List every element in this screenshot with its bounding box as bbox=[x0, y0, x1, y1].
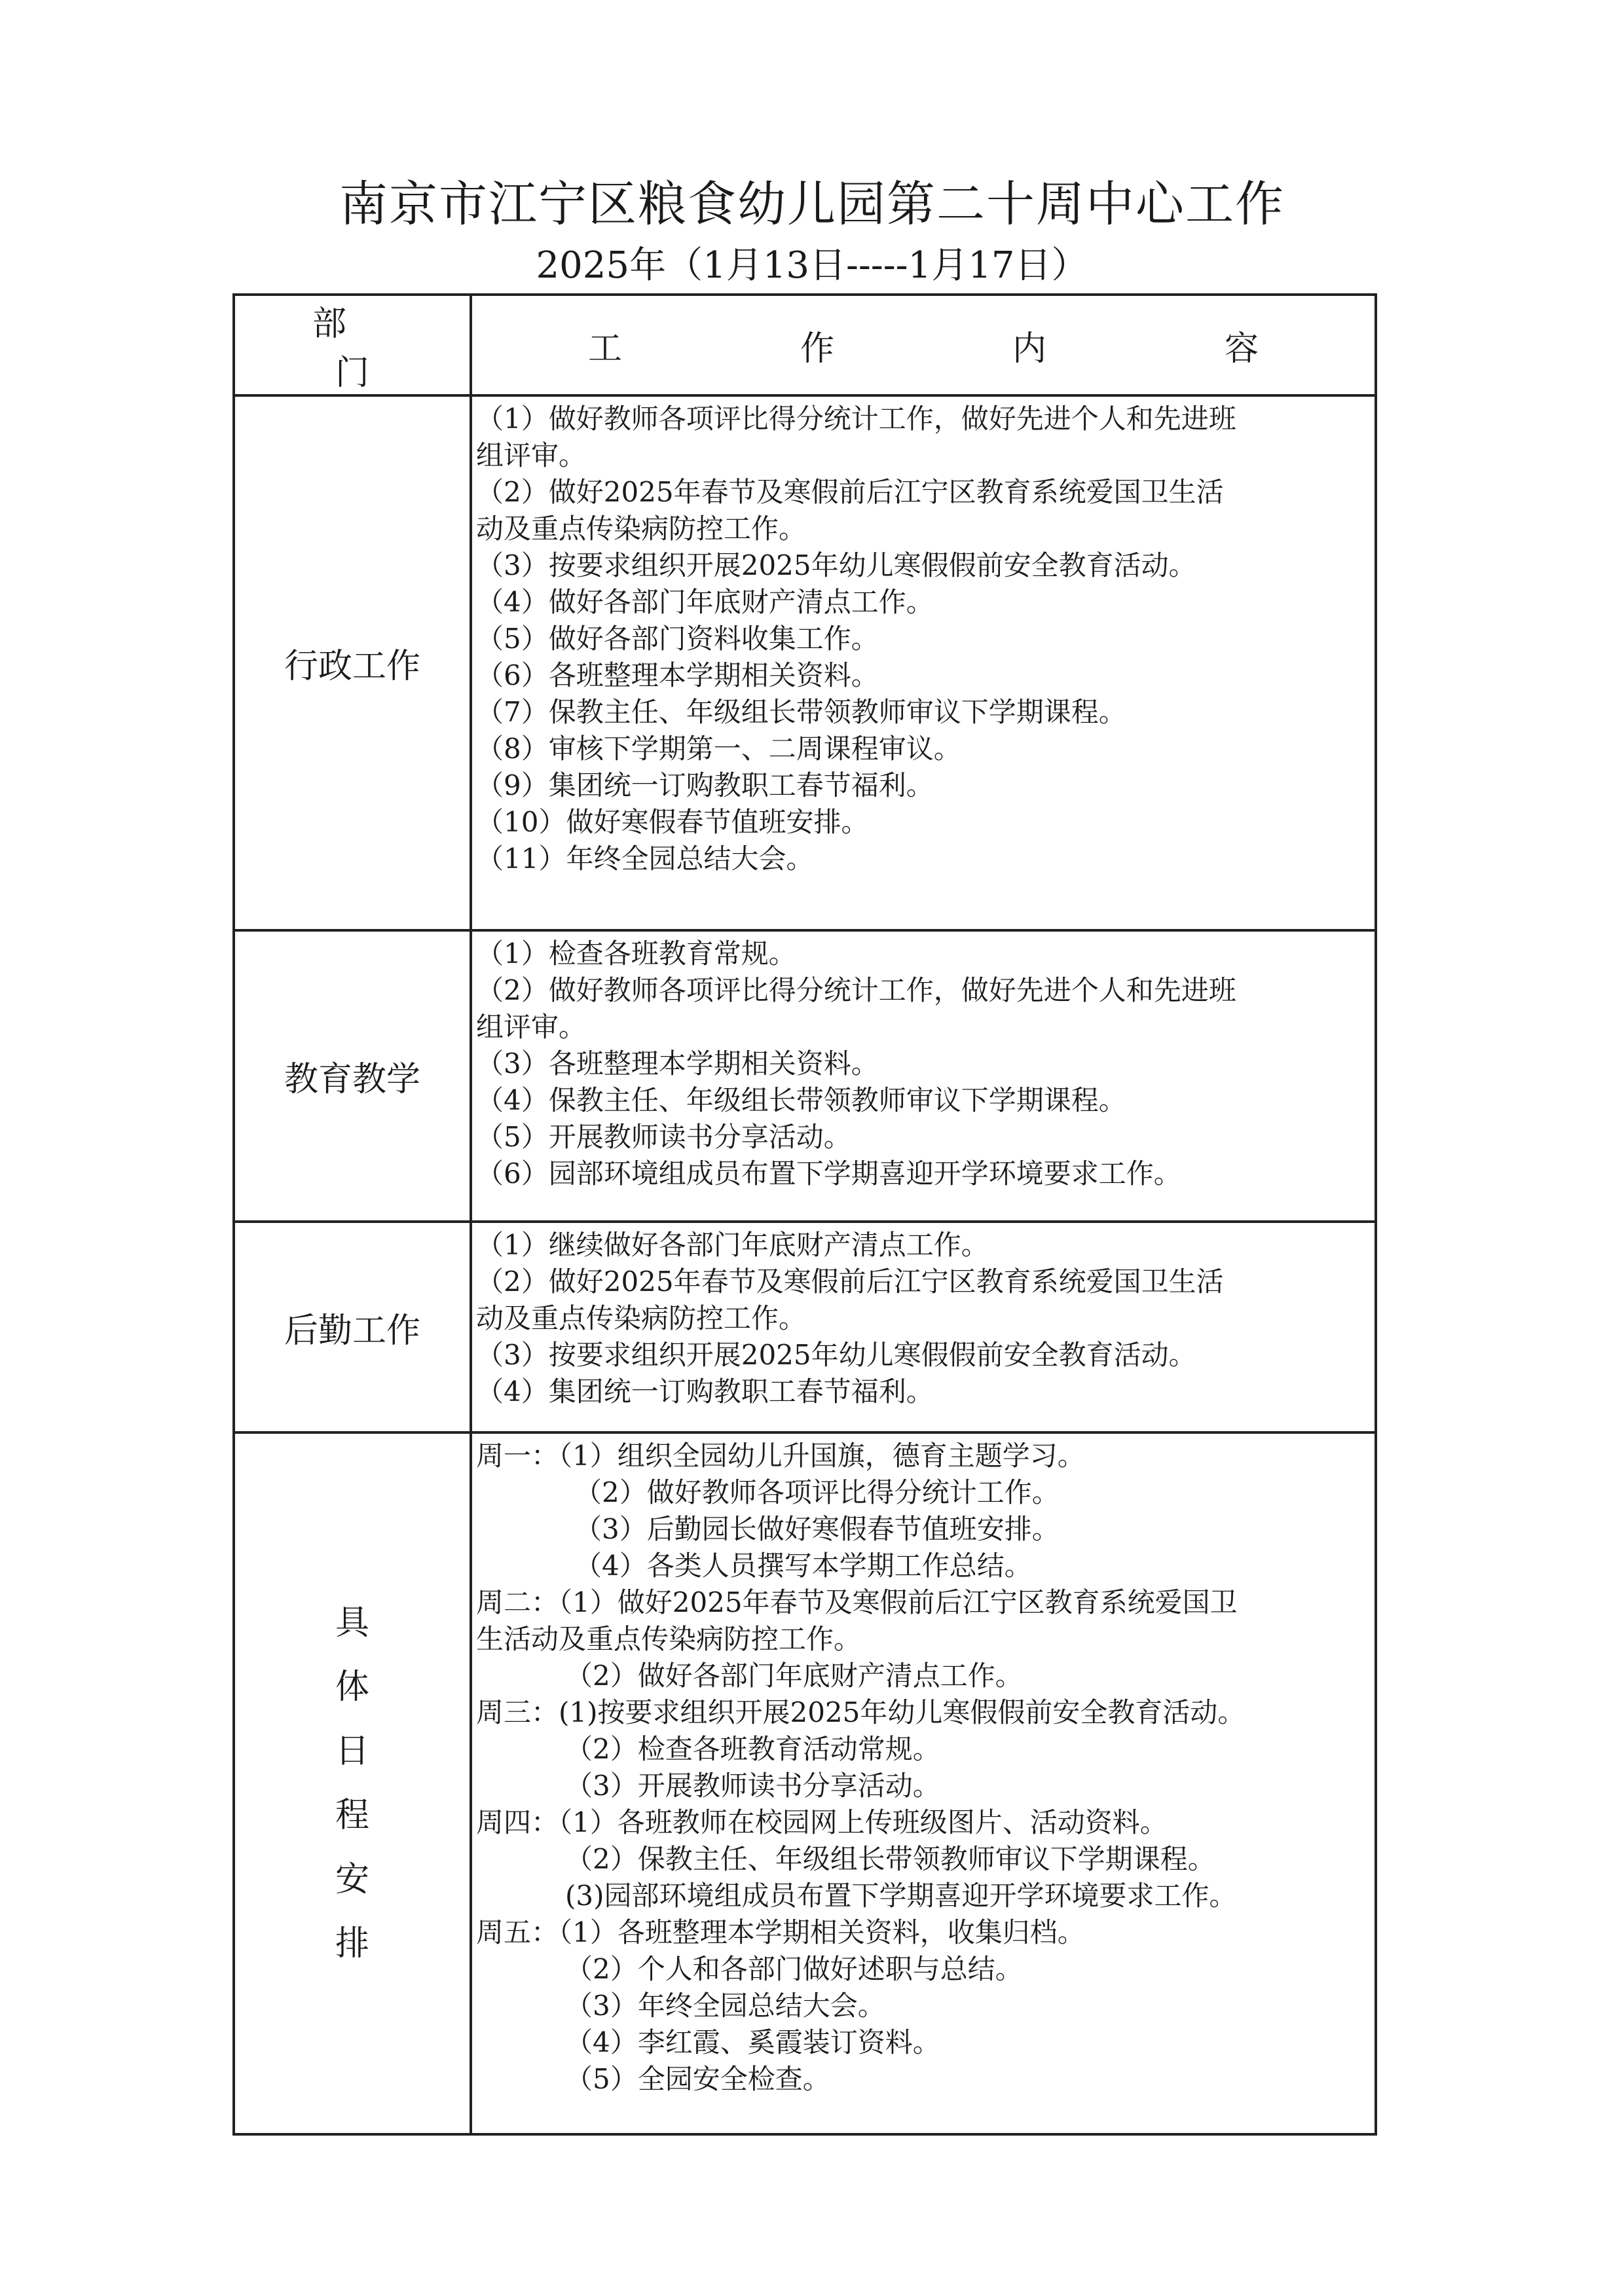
schedule-line: （2）检查各班教育活动常规。 bbox=[565, 1733, 940, 1765]
table-header-row bbox=[234, 295, 1376, 395]
schedule-char: 体 bbox=[335, 1667, 369, 1707]
list-item: （2）做好教师各项评比得分统计工作，做好先进个人和先进班 bbox=[476, 974, 1236, 1006]
list-item: （3）各班整理本学期相关资料。 bbox=[476, 1048, 879, 1080]
schedule-line: （3）年终全园总结大会。 bbox=[565, 1990, 885, 2022]
header-dept: 部 门 bbox=[234, 295, 471, 395]
date-range: 2025年（1月13日-----1月17日） bbox=[536, 244, 1088, 287]
dept-admin: 行政工作 bbox=[234, 395, 471, 930]
schedule-line: 周四：（1）各班教师在校园网上传班级图片、活动资料。 bbox=[476, 1806, 1168, 1838]
content-admin bbox=[471, 395, 1376, 930]
row-logistics bbox=[234, 1222, 1376, 1432]
schedule-line: （2）做好各部门年底财产清点工作。 bbox=[565, 1660, 1023, 1692]
list-item: （4）保教主任、年级组长带领教师审议下学期课程。 bbox=[476, 1084, 1126, 1116]
list-item: （4）做好各部门年底财产清点工作。 bbox=[476, 586, 934, 618]
schedule-char: 日 bbox=[335, 1732, 369, 1771]
dept-schedule bbox=[234, 1432, 471, 2134]
dept-logistics: 后勤工作 bbox=[234, 1222, 471, 1432]
content-logistics bbox=[471, 1222, 1376, 1432]
list-item: 组评审。 bbox=[476, 1011, 587, 1043]
schedule-char: 安 bbox=[335, 1860, 369, 1899]
schedule-char: 具 bbox=[335, 1603, 369, 1643]
list-item: （1）继续做好各部门年底财产清点工作。 bbox=[476, 1229, 989, 1261]
content-education bbox=[471, 930, 1376, 1222]
row-schedule bbox=[234, 1432, 1376, 2134]
schedule-line: （3）后勤园长做好寒假春节值班安排。 bbox=[574, 1513, 1060, 1545]
schedule-line: （4）各类人员撰写本学期工作总结。 bbox=[574, 1550, 1032, 1582]
list-item: （10）做好寒假春节值班安排。 bbox=[476, 806, 869, 838]
list-item: （6）各班整理本学期相关资料。 bbox=[476, 659, 879, 691]
header-content: 工 作 内 容 bbox=[471, 295, 1376, 395]
list-item: （9）集团统一订购教职工春节福利。 bbox=[476, 769, 934, 801]
schedule-line: （4）李红霞、奚霞装订资料。 bbox=[565, 2026, 940, 2058]
list-item: （4）集团统一订购教职工春节福利。 bbox=[476, 1376, 934, 1408]
list-item: （1）检查各班教育常规。 bbox=[476, 938, 796, 970]
schedule-line: （3）开展教师读书分享活动。 bbox=[565, 1770, 940, 1802]
schedule-line: （2）保教主任、年级组长带领教师审议下学期课程。 bbox=[565, 1843, 1215, 1875]
schedule-char: 程 bbox=[335, 1796, 369, 1835]
list-item: 动及重点传染病防控工作。 bbox=[476, 1302, 807, 1334]
list-item: （3）按要求组织开展2025年幼儿寒假假前安全教育活动。 bbox=[476, 549, 1196, 581]
schedule-line: 周一：（1）组织全园幼儿升国旗，德育主题学习。 bbox=[476, 1440, 1085, 1472]
schedule-line: 周五：（1）各班整理本学期相关资料，收集归档。 bbox=[476, 1916, 1085, 1948]
schedule-line: （2）个人和各部门做好述职与总结。 bbox=[565, 1953, 1023, 1985]
schedule-line: 生活动及重点传染病防控工作。 bbox=[476, 1623, 862, 1655]
list-item: （6）园部环境组成员布置下学期喜迎开学环境要求工作。 bbox=[476, 1157, 1181, 1190]
list-item: （7）保教主任、年级组长带领教师审议下学期课程。 bbox=[476, 696, 1126, 728]
list-item: （5）开展教师读书分享活动。 bbox=[476, 1121, 851, 1153]
list-item: （5）做好各部门资料收集工作。 bbox=[476, 623, 879, 655]
list-item: （2）做好2025年春节及寒假前后江宁区教育系统爱国卫生活 bbox=[476, 476, 1224, 508]
schedule-char: 排 bbox=[335, 1924, 369, 1963]
work-table bbox=[232, 293, 1377, 2136]
list-item: （2）做好2025年春节及寒假前后江宁区教育系统爱国卫生活 bbox=[476, 1266, 1224, 1298]
content-schedule bbox=[471, 1432, 1376, 2134]
schedule-line: （5）全园安全检查。 bbox=[565, 2063, 830, 2095]
page-title: 南京市江宁区粮食幼儿园第二十周中心工作 bbox=[339, 176, 1285, 232]
list-item: 动及重点传染病防控工作。 bbox=[476, 513, 807, 545]
list-item: （11）年终全园总结大会。 bbox=[476, 843, 814, 875]
schedule-line: 周二：（1）做好2025年春节及寒假前后江宁区教育系统爱国卫 bbox=[476, 1586, 1238, 1618]
schedule-line: （2）做好教师各项评比得分统计工作。 bbox=[574, 1476, 1060, 1508]
row-admin bbox=[234, 395, 1376, 930]
list-item: （8）审核下学期第一、二周课程审议。 bbox=[476, 733, 961, 765]
list-item: 组评审。 bbox=[476, 439, 587, 471]
row-education bbox=[234, 930, 1376, 1222]
schedule-line: 周三：(1)按要求组织开展2025年幼儿寒假假前安全教育活动。 bbox=[476, 1696, 1246, 1728]
schedule-line: (3)园部环境组成员布置下学期喜迎开学环境要求工作。 bbox=[565, 1880, 1237, 1912]
list-item: （1）做好教师各项评比得分统计工作，做好先进个人和先进班 bbox=[476, 403, 1236, 435]
dept-education: 教育教学 bbox=[234, 930, 471, 1222]
list-item: （3）按要求组织开展2025年幼儿寒假假前安全教育活动。 bbox=[476, 1339, 1196, 1371]
